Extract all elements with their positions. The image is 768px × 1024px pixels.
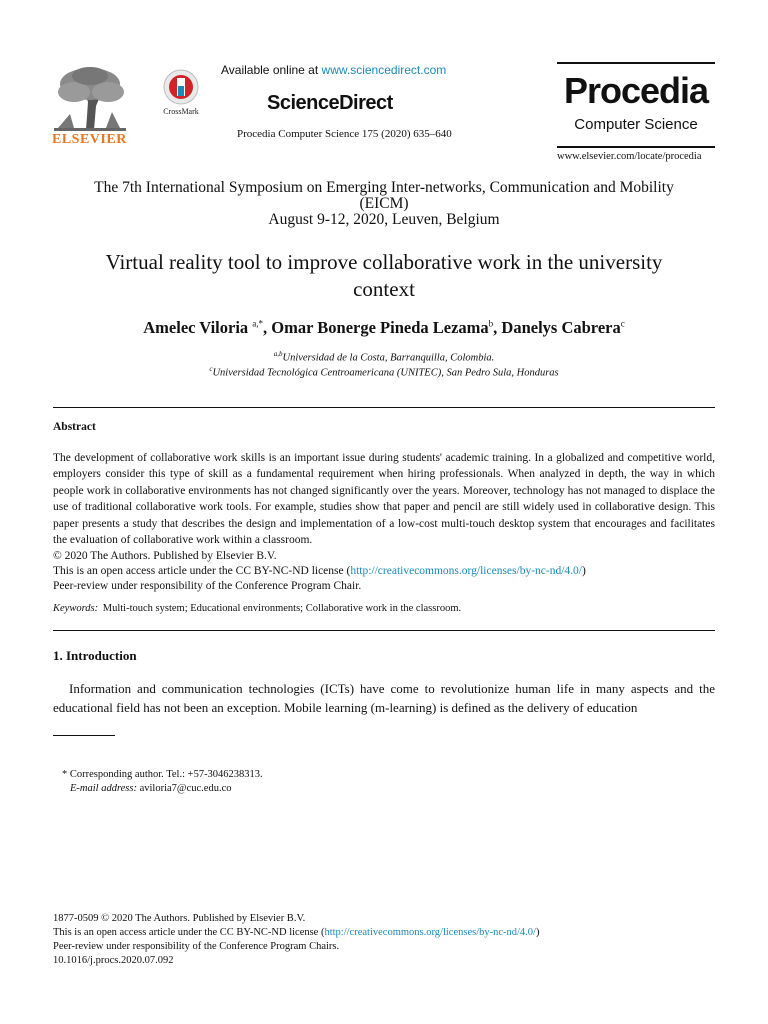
footer-license-line <box>53 927 539 938</box>
email-address[interactable]: aviloria7@cuc.edu.co <box>139 783 232 794</box>
license-suffix: ) <box>581 565 586 577</box>
crossmark-icon[interactable] <box>156 68 206 120</box>
affiliation <box>40 365 728 379</box>
conference-date-location: August 9-12, 2020, Leuven, Belgium <box>268 211 500 228</box>
section-body: Information and communication technologies (ICTs) have come to revolutionize human life in many aspects and the educational field has not been an exception. Mobile learning (m-learning) is defined as the delivery of education <box>53 681 715 715</box>
footer-license-link[interactable]: http://creativecommons.org/licenses/by-nc-nd/4.0/ <box>324 927 536 938</box>
affiliation-text: Universidad Tecnológica Centroamericana (UNITEC), San Pedro Sula, Honduras <box>212 367 559 379</box>
corresponding-author-note: * Corresponding author. Tel.: +57-3046238313. <box>62 769 263 780</box>
conference-info <box>40 180 728 228</box>
author-affiliation-mark: b <box>488 318 494 329</box>
author-affiliation-mark: c <box>620 318 625 329</box>
divider <box>53 407 715 408</box>
keywords-label: Keywords: <box>53 603 99 614</box>
elsevier-wordmark: ELSEVIER <box>52 132 127 147</box>
available-prefix: Available online at <box>221 63 322 77</box>
license-prefix: This is an open access article under the CC BY-NC-ND license ( <box>53 565 351 577</box>
available-online-text <box>221 63 446 77</box>
procedia-logo <box>557 62 715 148</box>
crossmark-label: CrossMark <box>163 107 199 116</box>
doi-line[interactable]: 10.1016/j.procs.2020.07.092 <box>53 955 174 966</box>
keywords-line <box>53 603 461 614</box>
conference-acronym: (EICM) <box>359 195 409 212</box>
author-list: Amelec Viloria $^{a,*}$, Omar Bonerge Pineda Lezama$^b$, Danelys Cabrera$^c$ <box>143 318 625 337</box>
footer-license-prefix: This is an open access article under the CC BY-NC-ND license ( <box>53 927 325 938</box>
author-affiliation-mark: a,* <box>252 318 264 329</box>
license-link[interactable]: http://creativecommons.org/licenses/by-nc-nd/4.0/ <box>350 565 582 577</box>
footer-peer-review-line: Peer-review under responsibility of the Conference Program Chairs. <box>53 941 340 952</box>
paper-title <box>40 249 728 303</box>
sciencedirect-logo: ScienceDirect <box>267 92 393 114</box>
abstract-body: The development of collaborative work skills is an important issue during students' academic training. In a globalized and competitive world, employers consider this type of skill as a fundamental requirement when hiring professionals. When analyzed in depth, the way in which people work in collaborative environments has not changed significantly over the years. Moreover, technology has not managed to displace the use of traditional collaborative work tools. For example, studies show that paper and pencil are still widely used in collaborative design. This paper presents a study that describes the design and implementation of a low-cost multi-touch desktop system that encourages and facilitates the evaluation of collaborative work within a classroom. <box>53 452 715 547</box>
affiliation <box>40 350 728 364</box>
paper-title-line-1: Virtual reality tool to improve collaborative work in the university <box>105 250 663 274</box>
footer-license-suffix: ) <box>535 927 540 938</box>
footnote-divider <box>53 735 115 736</box>
sciencedirect-link[interactable]: www.sciencedirect.com <box>321 63 447 77</box>
author-name: Danelys Cabrera <box>501 318 621 337</box>
procedia-logo-title: Procedia <box>563 70 709 111</box>
peer-review-line: Peer-review under responsibility of the Conference Program Chair. <box>53 580 362 592</box>
procedia-logo-subtitle: Computer Science <box>574 116 698 133</box>
journal-url[interactable]: www.elsevier.com/locate/procedia <box>557 151 702 162</box>
journal-reference: Procedia Computer Science 175 (2020) 635–640 <box>237 128 452 140</box>
affiliation-mark: a,b <box>273 350 283 358</box>
author-name: Omar Bonerge Pineda Lezama <box>271 318 489 337</box>
paper-title-line-2: context <box>353 277 415 301</box>
conference-name: The 7th International Symposium on Emerging Inter-networks, Communication and Mobility <box>94 179 674 196</box>
copyright-line: © 2020 The Authors. Published by Elsevier B.V. <box>53 550 277 562</box>
affiliation-mark: c <box>209 365 213 373</box>
issn-copyright-line: 1877-0509 © 2020 The Authors. Published by Elsevier B.V. <box>53 913 306 924</box>
abstract-heading: Abstract <box>53 421 96 433</box>
section-heading: 1. Introduction <box>53 648 137 663</box>
email-note <box>70 783 232 794</box>
divider <box>53 630 715 631</box>
affiliation-text: Universidad de la Costa, Barranquilla, Colombia. <box>282 352 495 364</box>
email-label: E-mail address: <box>70 783 137 794</box>
license-line <box>53 565 586 577</box>
keywords-text: Multi-touch system; Educational environments; Collaborative work in the classroom. <box>102 603 462 614</box>
author-name: Amelec Viloria <box>143 318 249 337</box>
